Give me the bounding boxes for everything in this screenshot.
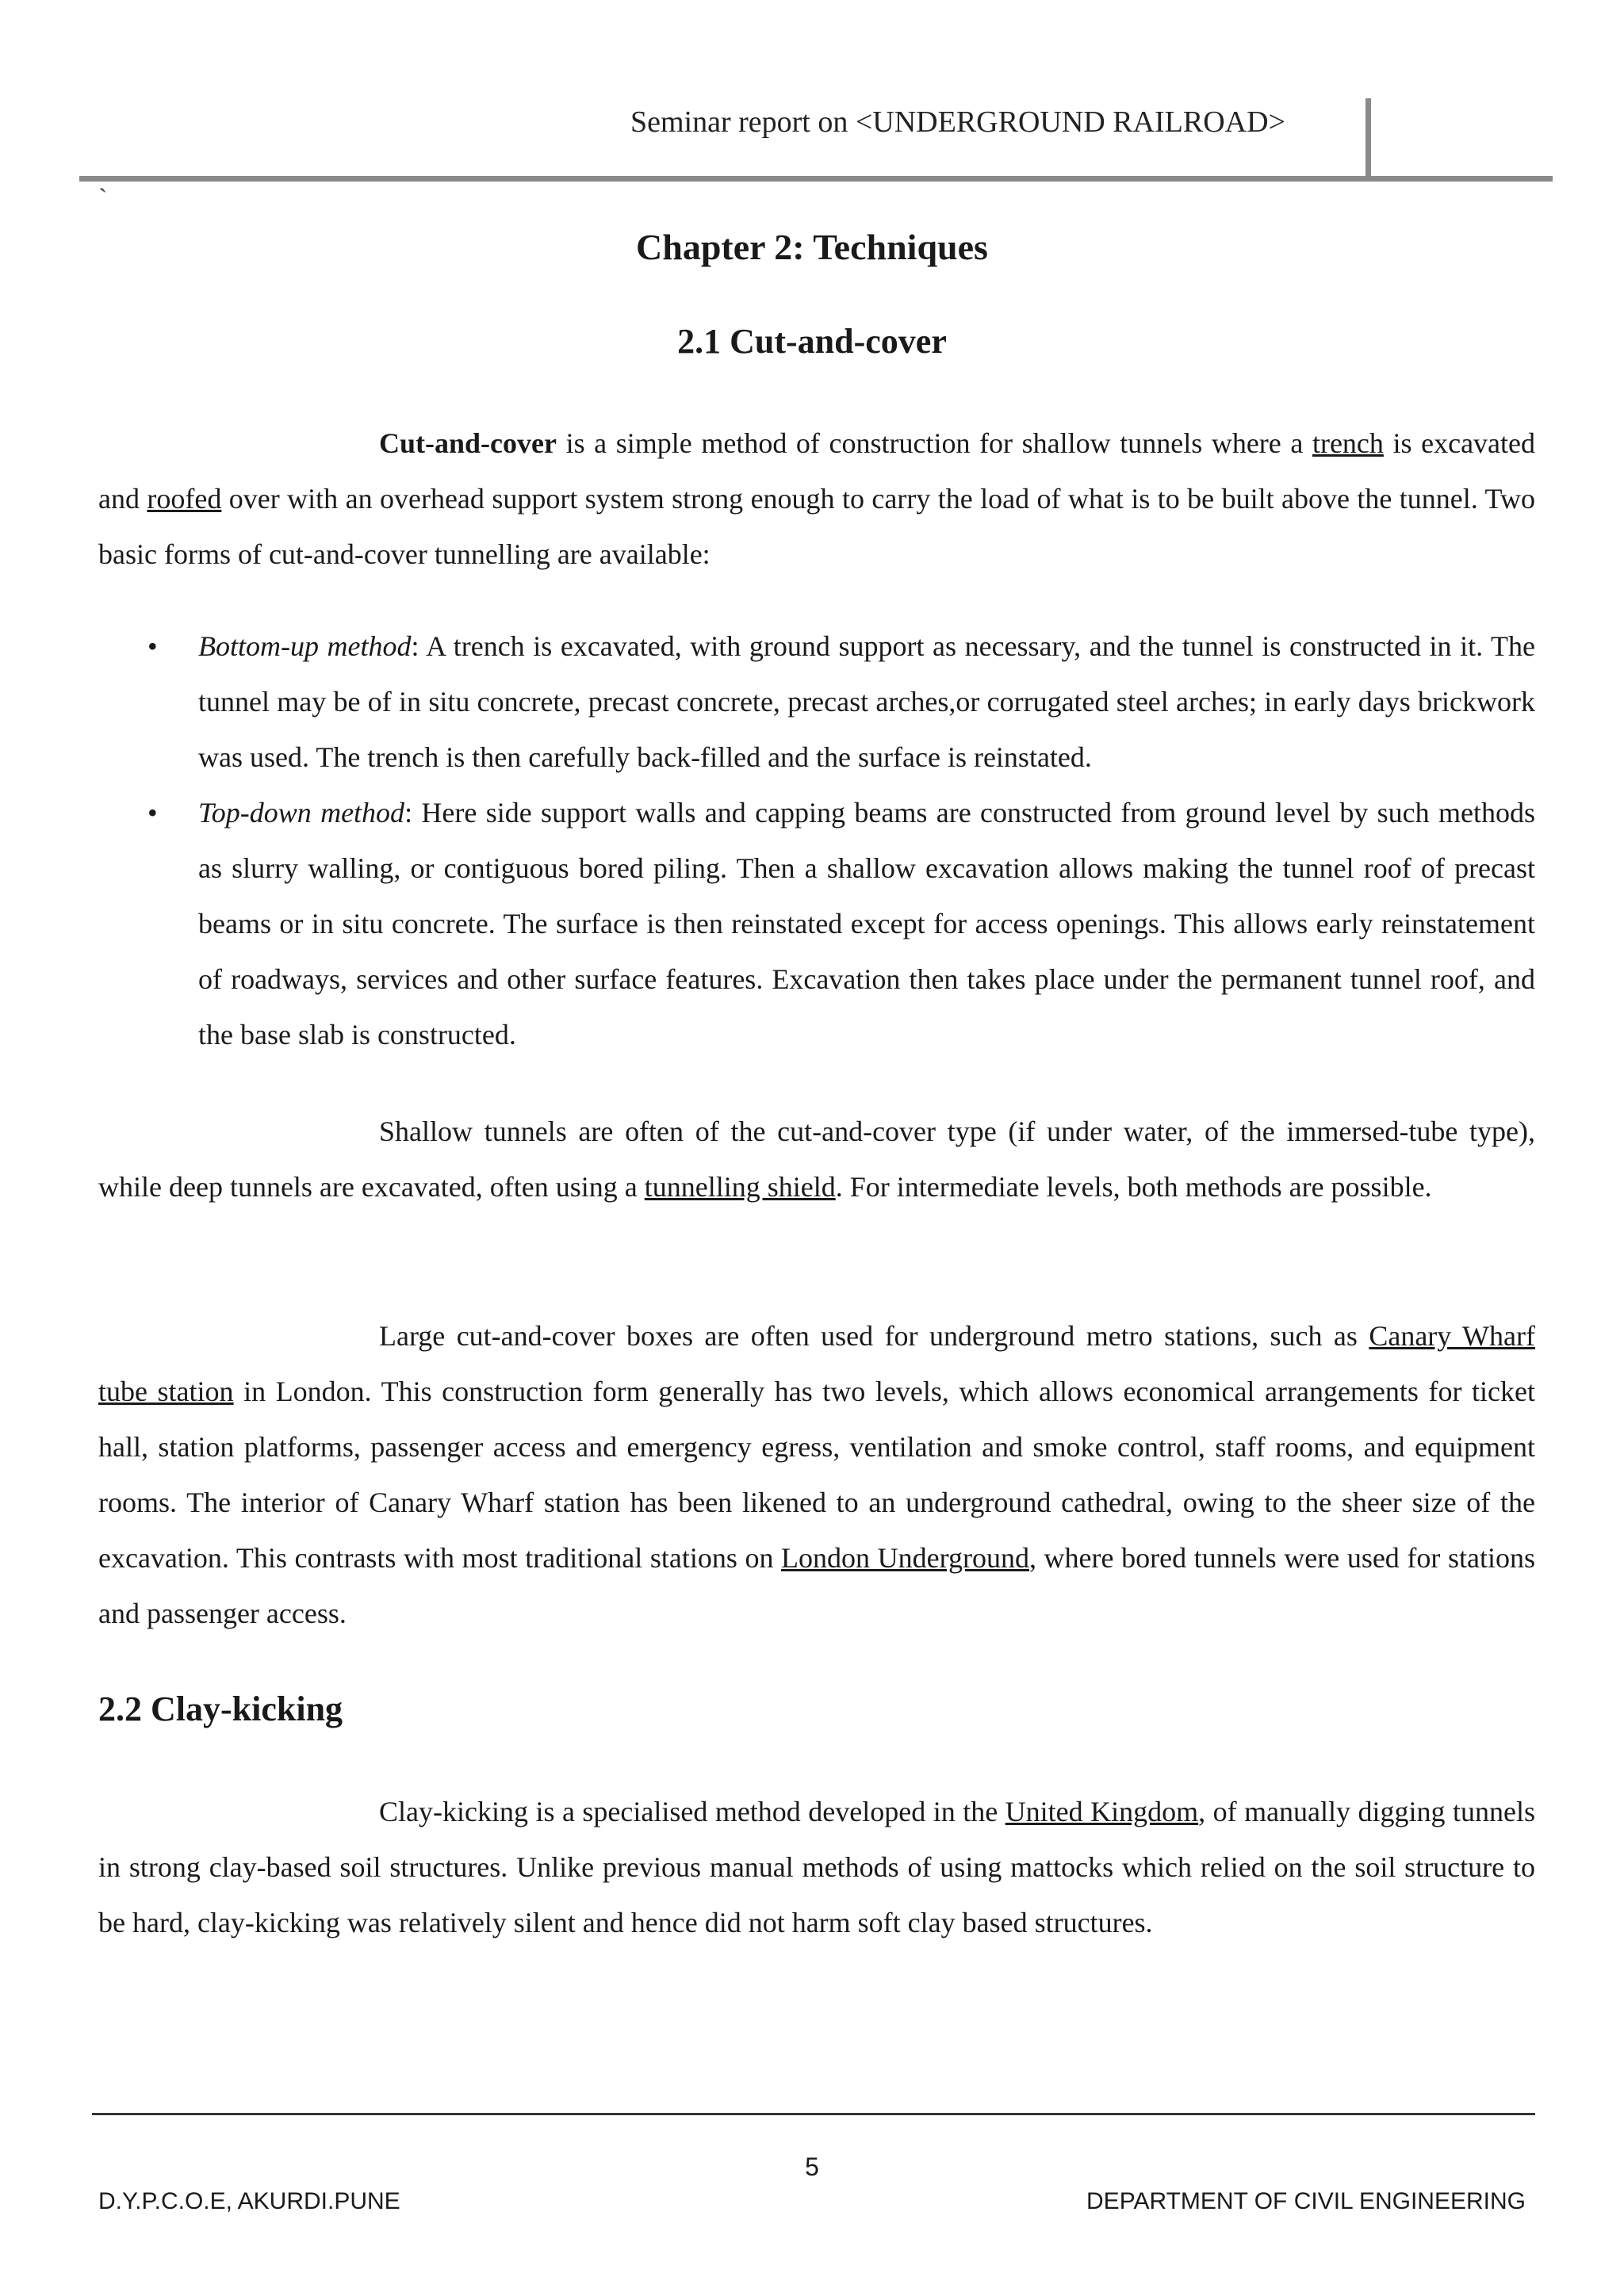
link-tunnelling-shield[interactable]: tunnelling shield bbox=[644, 1171, 836, 1203]
section-title-clay-kicking: 2.2 Clay-kicking bbox=[98, 1689, 343, 1728]
header-horizontal-rule bbox=[79, 176, 1553, 182]
running-header: Seminar report on <UNDERGROUND RAILROAD> bbox=[630, 105, 1285, 139]
link-canary-wharf[interactable]: Canary Wharf tube station bbox=[98, 1320, 1535, 1407]
methods-list bbox=[98, 618, 1535, 1062]
list-item-bottom-up: • Bottom-up method: A trench is excavated, with ground support as necessary, and the tunnel is constructed in it. The tunnel may be of in situ concrete, precast concrete, precast arches,or corrugated steel arches; in early days brickwork was used. The trench is then carefully back-filled and the surface is reinstated. bbox=[98, 618, 1535, 785]
page-number: 5 bbox=[805, 2152, 819, 2181]
bullet-icon: • bbox=[147, 630, 158, 662]
link-london-underground[interactable]: London Underground bbox=[781, 1542, 1029, 1574]
shallow-tunnels-paragraph: Shallow tunnels are often of the cut-and-cover type (if under water, of the immersed-tube type), while deep tunnels are excavated, often using a tunnelling shield. For intermediate levels, both methods are possible. bbox=[98, 1115, 1535, 1203]
footer-rule bbox=[92, 2113, 1535, 2115]
clay-kicking-paragraph: Clay-kicking is a specialised method developed in the United Kingdom, of manually digging tunnels in strong clay-based soil structures. Unlike previous manual methods of using mattocks which relied on the soil structure to be hard, clay-kicking was relatively silent and hence did not harm soft clay based structures. bbox=[98, 1796, 1536, 1938]
stray-mark: ` bbox=[98, 184, 108, 213]
header-vertical-rule bbox=[1365, 98, 1371, 178]
link-trench[interactable]: trench bbox=[1312, 427, 1384, 459]
intro-paragraph: Cut-and-cover is a simple method of construction for shallow tunnels where a trench is excavated and roofed over with an overhead support system strong enough to carry the load of what is to be built above the tunnel. Two basic forms of cut-and-cover tunnelling are available: bbox=[98, 427, 1536, 570]
bullet-icon: • bbox=[147, 797, 158, 828]
stations-paragraph: Large cut-and-cover boxes are often used for underground metro stations, such as Canary Wharf tube station in London. This construction form generally has two levels, which allows economical arrangements for ticket hall, station platforms, passenger access and emergency egress, ventilation and smoke control, staff rooms, and equipment rooms. The interior of Canary Wharf station has been likened to an underground cathedral, owing to the sheer size of the excavation. This contrasts with most traditional stations on London Underground, where bored tunnels were used for stations and passenger access. bbox=[98, 1320, 1535, 1629]
intro-term: Cut-and-cover bbox=[379, 427, 557, 459]
list-item-top-down: • Top-down method: Here side support walls and capping beams are constructed from ground level by such methods as slurry walling, or contiguous bored piling. Then a shallow excavation allows making the tunnel roof of precast beams or in situ concrete. The surface is then reinstated except for access openings. This allows early reinstatement of roadways, services and other surface features. Excavation then takes place under the permanent tunnel roof, and the base slab is constructed. bbox=[98, 785, 1535, 1062]
footer-institution: D.Y.P.C.O.E, AKURDI.PUNE bbox=[98, 2188, 400, 2214]
chapter-title: Chapter 2: Techniques bbox=[636, 227, 988, 267]
link-roofed[interactable]: roofed bbox=[147, 483, 222, 515]
footer-department: DEPARTMENT OF CIVIL ENGINEERING bbox=[1086, 2188, 1526, 2214]
section-title-cut-and-cover: 2.1 Cut-and-cover bbox=[677, 322, 947, 361]
method-label: Bottom-up method bbox=[198, 630, 412, 662]
link-united-kingdom[interactable]: United Kingdom bbox=[1005, 1796, 1199, 1827]
method-label: Top-down method bbox=[198, 797, 405, 828]
